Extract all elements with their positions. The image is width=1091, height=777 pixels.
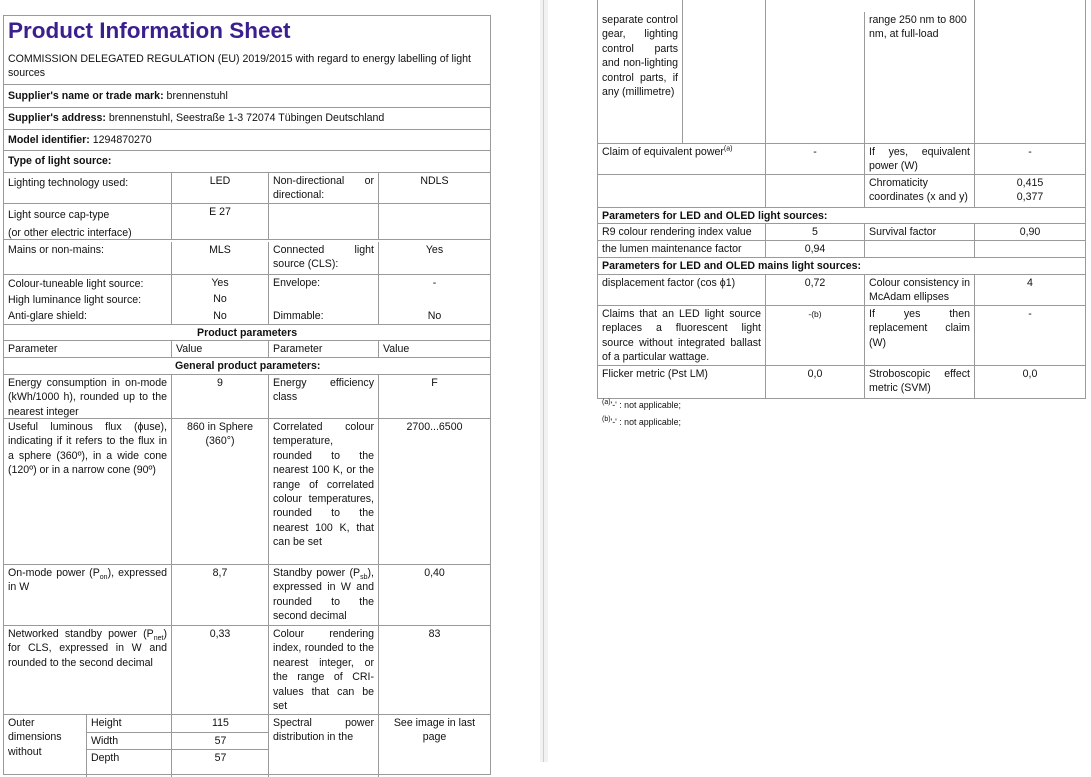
consistency-label: Colour consistency in McAdam ellipses: [864, 275, 974, 306]
spectral-label: Spectral power distribution in the: [268, 715, 378, 777]
header-value: Value: [171, 341, 268, 358]
footnote-b-text: '-' : not applicable;: [610, 417, 681, 427]
replacement-label: If yes then replacement claim (W): [864, 306, 974, 366]
page-title: Product Information Sheet: [8, 18, 291, 43]
cap-empty-2: [378, 204, 490, 240]
supplier-name-row: [4, 84, 490, 109]
chroma-values: [974, 175, 1085, 208]
mains-params-heading: Parameters for LED and OLED mains light sources:: [602, 260, 862, 272]
pon-value: 8,7: [171, 565, 268, 626]
equiv-sup: (a): [723, 145, 733, 153]
sep-gear-label: separate control gear, lighting control parts and non-lighting control parts, if any (millimetre): [602, 14, 678, 99]
width-label: Width: [87, 732, 172, 749]
pnet-label: [4, 626, 171, 715]
flux-label: Useful luminous flux (ϕuse), indicating if it refers to the flux in a sphere (360º), in a wide cone (120º) or in a narrow cone (90º): [8, 421, 167, 477]
psb-label-a: Standby power (P: [273, 567, 361, 579]
tuneable-label: Colour-tuneable light source:: [8, 278, 144, 290]
tech-value: LED: [171, 173, 268, 204]
high-lum-row: [4, 291, 490, 308]
equiv-label: [598, 144, 765, 175]
high-lum-empty: [268, 291, 378, 308]
chroma-empty-2: [765, 175, 864, 208]
dimension-values: [171, 715, 269, 777]
high-lum-label: High luminance light source:: [8, 294, 142, 306]
cap-value: E 27: [171, 204, 268, 240]
antiglare-value: No: [171, 308, 268, 324]
header-parameter-2: Parameter: [268, 341, 378, 358]
cap-row: [4, 203, 490, 240]
supplier-address-value: brennenstuhl, Seestraße 1-3 72074 Tübingen Deutschland: [108, 112, 385, 124]
psb-sub: sb: [360, 574, 368, 582]
page-right: [548, 0, 1091, 762]
footnote-a-sup: (a): [602, 399, 611, 407]
pnet-value: 0,33: [171, 626, 268, 715]
product-params-row: [4, 324, 490, 341]
cct-value: 2700...6500: [378, 419, 490, 565]
mains-row: [4, 239, 490, 275]
equiv-w-value: -: [974, 144, 1085, 175]
lumen-empty-2: [974, 241, 1085, 258]
claims-value: -(b): [765, 306, 864, 366]
consistency-value: 4: [974, 275, 1085, 306]
pon-label: [4, 565, 171, 626]
envelope-value: -: [378, 275, 490, 292]
equiv-w-label: If yes, equivalent power (W): [864, 144, 974, 175]
high-lum-empty-2: [378, 291, 490, 308]
chroma-y: 0,377: [1016, 191, 1044, 204]
model-value: 1294870270: [92, 134, 152, 146]
cri-value: 83: [378, 626, 490, 715]
pon-label-a: On-mode power (P: [8, 567, 100, 579]
depth-value: 57: [172, 749, 269, 777]
energy-label: Energy consumption in on-mode (kWh/1000 h), rounded up to the nearest integer: [8, 377, 167, 418]
header-value-2: Value: [378, 341, 490, 358]
tech-row: [4, 172, 490, 204]
antiglare-label: Anti-glare shield:: [8, 310, 87, 322]
tech-label: Lighting technology used:: [8, 177, 129, 189]
supplier-name-cell: [4, 88, 490, 109]
general-params-row: [4, 357, 490, 375]
flicker-label: Flicker metric (Pst LM): [602, 368, 708, 380]
directional-label: Non-directional or directional:: [268, 173, 378, 204]
supplier-address-row: [4, 107, 490, 130]
dimmable-value: No: [378, 308, 490, 324]
dimmable-label: Dimmable:: [268, 308, 378, 324]
height-label: Height: [91, 717, 122, 729]
supplier-address-label: Supplier's address:: [8, 112, 106, 124]
cap-label-line2: (or other electric interface): [8, 227, 132, 240]
height-value: 115: [212, 717, 229, 729]
width-value: 57: [172, 732, 269, 749]
supplier-name-value: brennenstuhl: [166, 90, 228, 102]
cls-label: Connected light source (CLS):: [268, 242, 378, 275]
cap-empty: [268, 204, 378, 240]
footnote-b-sup: (b): [602, 416, 611, 424]
antiglare-row: [4, 308, 490, 324]
footnote-b: [602, 417, 681, 427]
envelope-label: Envelope:: [268, 275, 378, 292]
psb-label: [268, 565, 378, 626]
pon-label-b: ), expressed in W: [8, 567, 167, 594]
pnet-label-b: ) for CLS, expressed in W and rounded to the second decimal: [8, 628, 167, 669]
sep-gear-row: [598, 0, 1085, 143]
flux-value: 860 in Sphere (360°): [171, 419, 268, 565]
footnote-a: [602, 400, 681, 410]
cap-label-line1: Light source cap-type: [8, 209, 110, 221]
general-params-heading: General product parameters:: [175, 360, 321, 372]
led-params-heading: Parameters for LED and OLED light sources:: [602, 210, 828, 222]
psb-label-b: ), expressed in W and rounded to the second decimal: [273, 567, 374, 623]
flicker-value: 0,0: [765, 366, 864, 399]
sep-gear-empty: [682, 0, 765, 143]
strobe-value: 0,0: [974, 366, 1085, 399]
cap-label: [4, 207, 171, 240]
dimensions-row: [4, 714, 490, 777]
disp-value: 0,72: [765, 275, 864, 306]
equiv-row: [598, 143, 1085, 175]
tuneable-value: Yes: [171, 275, 268, 292]
supplier-name-label: Supplier's name or trade mark:: [8, 90, 164, 102]
lumen-label: the lumen maintenance factor: [602, 243, 742, 255]
r9-row: [598, 223, 1085, 241]
efficiency-label: Energy efficiency class: [268, 375, 378, 419]
equiv-value: -: [765, 144, 864, 175]
psb-value: 0,40: [378, 565, 490, 626]
high-lum-value: No: [171, 291, 268, 308]
efficiency-value: F: [378, 375, 490, 419]
lumen-value: 0,94: [765, 241, 864, 258]
cri-label: Colour rendering index, rounded to the nearest integer, or the range of CRI-values that can be set: [268, 626, 378, 715]
tuneable-row: [4, 274, 490, 292]
claims-label: Claims that an LED light source replaces a fluorescent light source without integrated ballast of a particular wattage.: [602, 308, 761, 364]
disp-row: [598, 274, 1085, 306]
pnet-row: [4, 625, 490, 715]
lumen-row: [598, 240, 1085, 258]
mains-label: Mains or non-mains:: [8, 244, 104, 256]
survival-label: Survival factor: [864, 224, 974, 241]
cct-label: Correlated colour temperature, rounded to the nearest 100 K, or the range of correlated colour temperatures, rounded to the nearest 100 K, that can be set: [268, 419, 378, 565]
r9-label: R9 colour rendering index value: [602, 226, 752, 238]
header-parameter: Parameter: [8, 343, 58, 355]
model-row: [4, 129, 490, 151]
info-table-continued: [597, 0, 1086, 399]
sep-gear-empty-2: [765, 0, 864, 143]
page-left: [0, 0, 540, 762]
mains-value: MLS: [171, 242, 268, 275]
model-cell: [4, 132, 490, 151]
model-label: Model identifier:: [8, 134, 90, 146]
info-table: [3, 15, 491, 775]
chroma-x: 0,415: [1016, 177, 1044, 189]
flicker-row: [598, 365, 1085, 399]
chroma-label: Chromaticity coordinates (x and y): [864, 175, 974, 208]
outer-label: Outer dimensions without: [8, 717, 62, 758]
spectral-value: See image in last page: [378, 715, 490, 777]
chroma-row: [598, 174, 1085, 208]
type-row: [4, 150, 490, 173]
dimension-labels: [86, 715, 172, 777]
product-params-heading: Product parameters: [197, 327, 298, 339]
energy-row: [4, 374, 490, 419]
lumen-empty: [864, 241, 974, 258]
page-divider: [543, 0, 544, 762]
range-empty: [974, 0, 1085, 143]
footnote-a-text: '-' : not applicable;: [610, 400, 681, 410]
directional-value: NDLS: [378, 173, 490, 204]
energy-value: 9: [171, 375, 268, 419]
claims-row: [598, 305, 1085, 366]
regulation-text: COMMISSION DELEGATED REGULATION (EU) 2019/2015 with regard to energy labelling of light sources: [8, 53, 471, 80]
power-row: [4, 564, 490, 626]
r9-value: 5: [765, 224, 864, 241]
strobe-label: Stroboscopic effect metric (SVM): [864, 366, 974, 399]
mains-params-row: [598, 257, 1085, 275]
page-gap: [540, 0, 548, 762]
chroma-empty: [598, 175, 765, 208]
cls-value: Yes: [378, 242, 490, 275]
depth-label: Depth: [87, 749, 172, 777]
supplier-address-cell: [4, 110, 490, 130]
range-text: range 250 nm to 800 nm, at full-load: [864, 12, 974, 143]
equiv-label-text: Claim of equivalent power: [602, 146, 724, 158]
pnet-label-a: Networked standby power (P: [8, 628, 154, 640]
led-params-row: [598, 207, 1085, 224]
replacement-value: -: [974, 306, 1085, 366]
header-row: [4, 340, 490, 358]
disp-label: displacement factor (cos ϕ1): [602, 277, 736, 289]
survival-value: 0,90: [974, 224, 1085, 241]
flux-row: [4, 418, 490, 565]
pnet-sub: net: [153, 635, 164, 643]
pon-sub: on: [99, 574, 108, 582]
type-label: Type of light source:: [8, 155, 112, 167]
